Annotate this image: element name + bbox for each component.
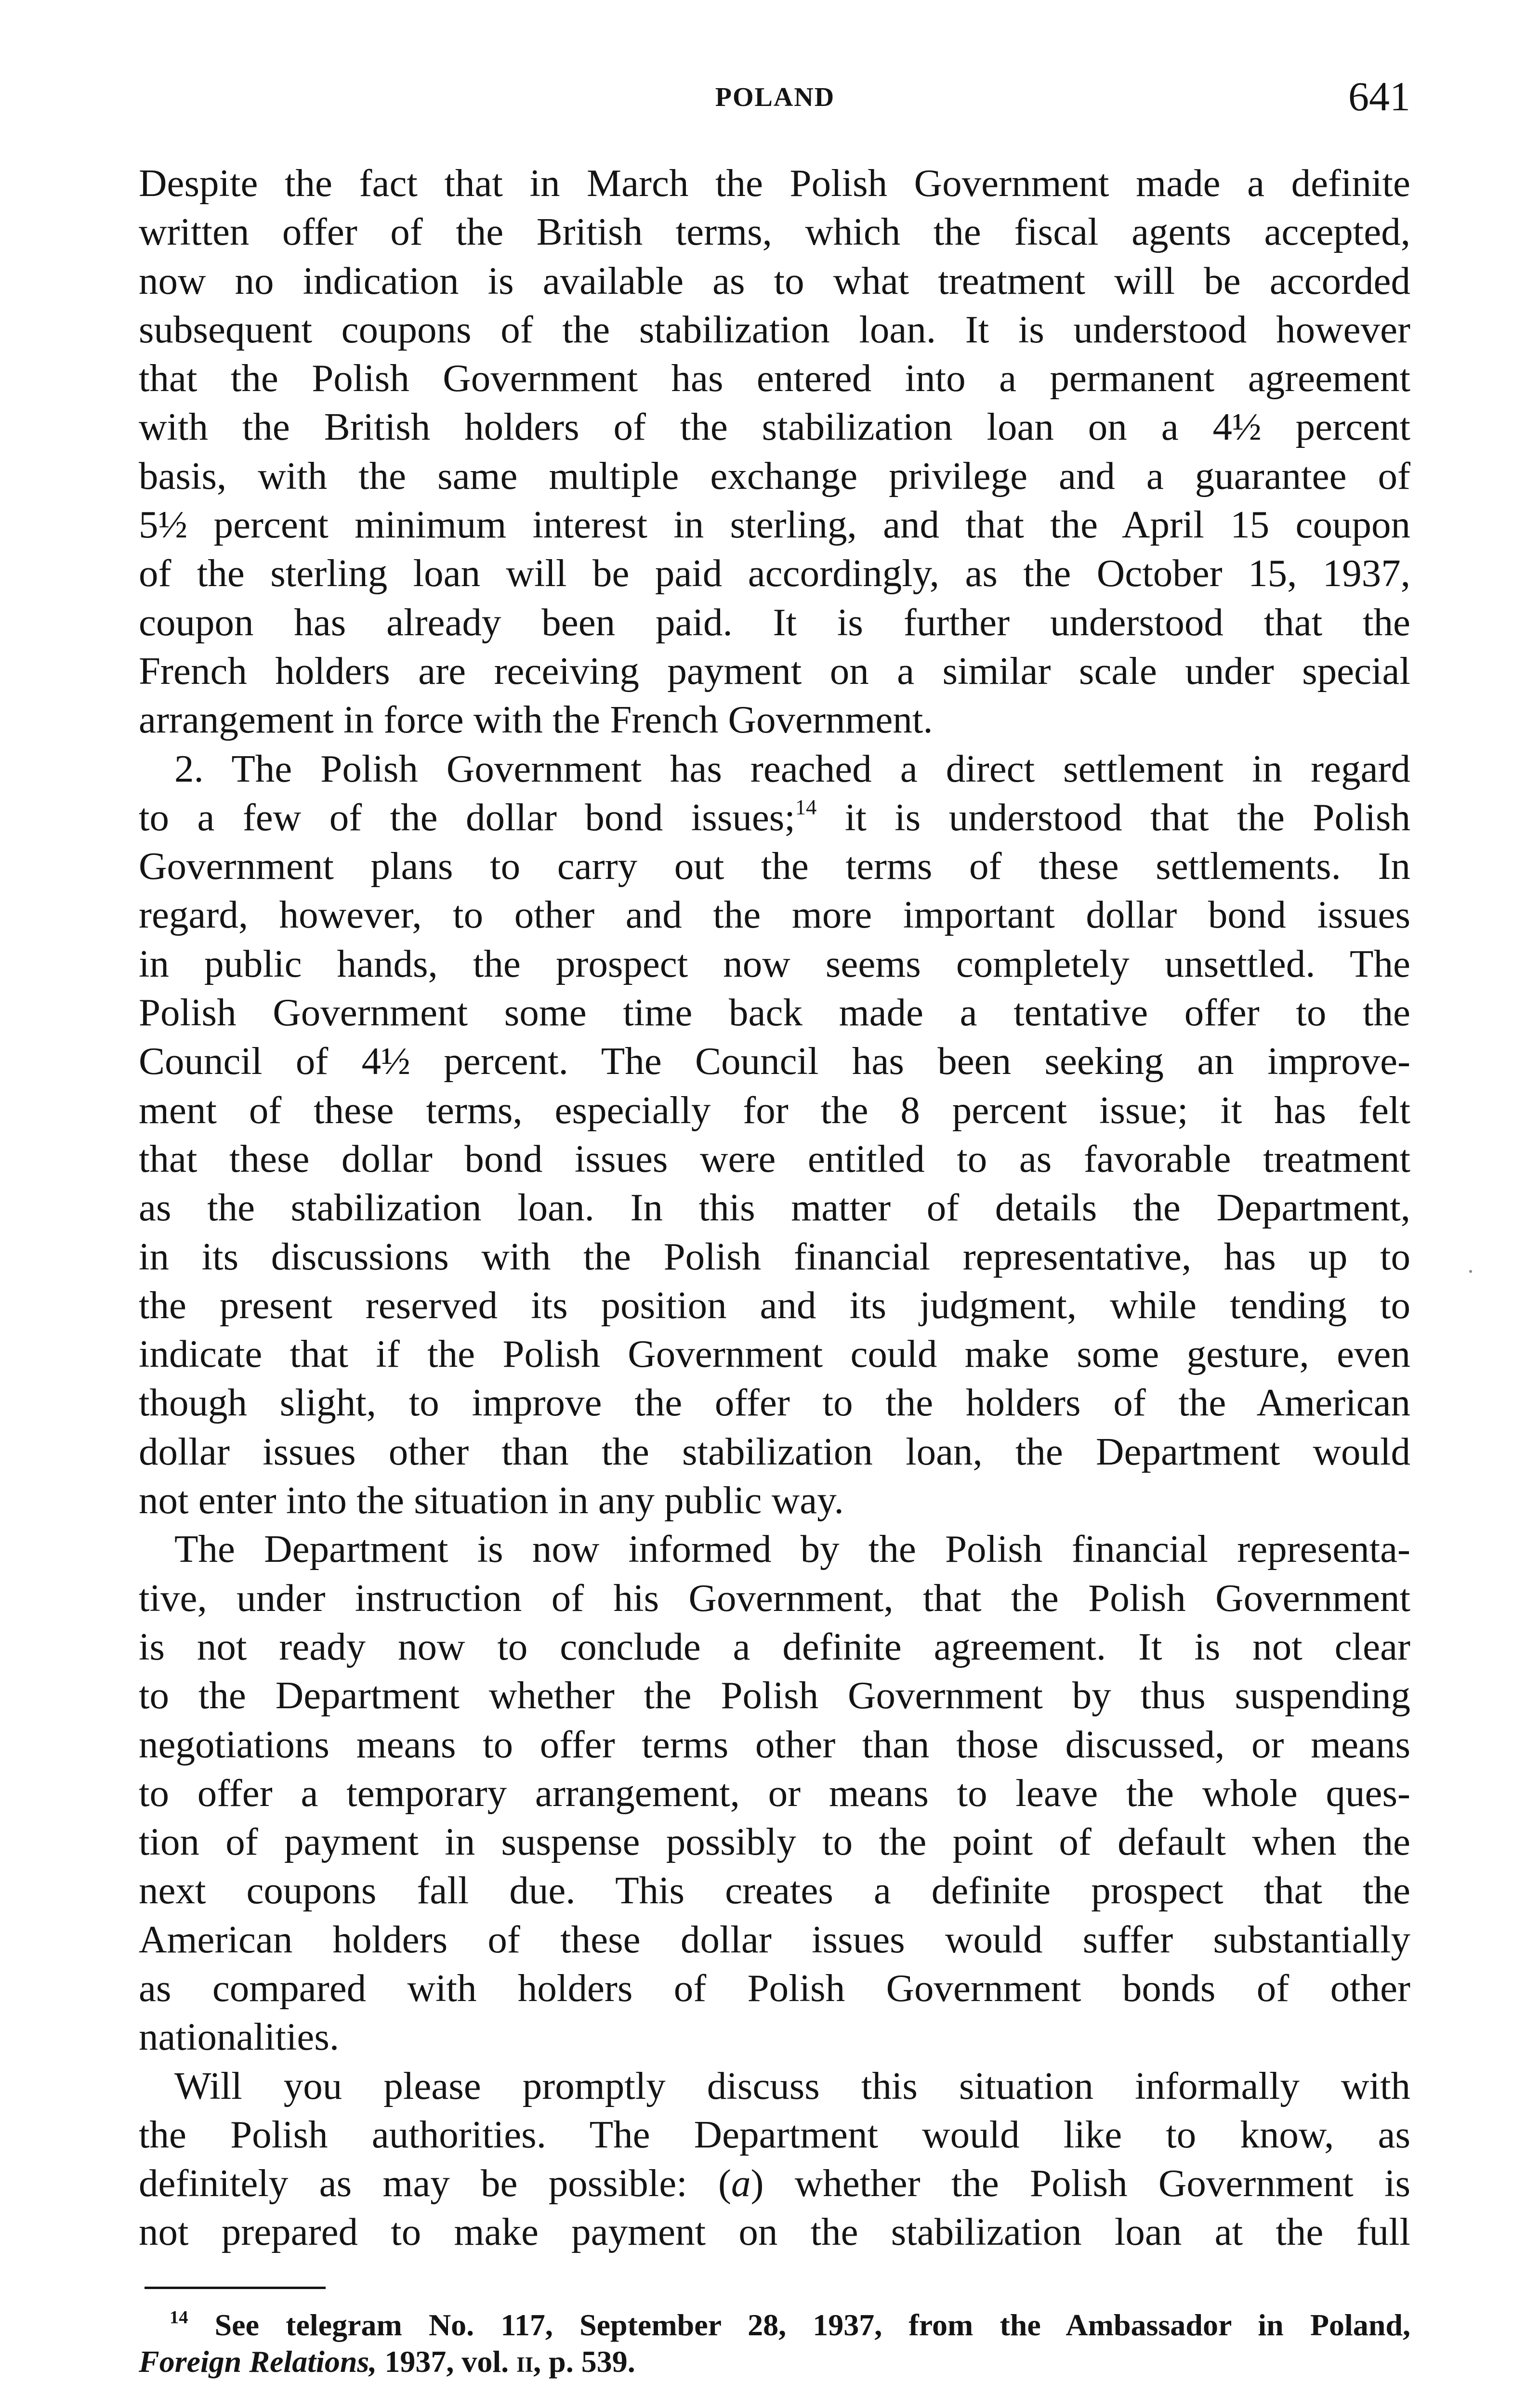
footnote-volume: ii bbox=[516, 2344, 534, 2379]
text-line: the present reserved its position and its judgment, while tending to bbox=[139, 1283, 1410, 1327]
footnote-line bbox=[139, 2343, 1410, 2380]
text-line: nationalities. bbox=[139, 2015, 340, 2059]
page-number: 641 bbox=[1348, 73, 1410, 119]
text-line: The Department is now informed by the Polish financial representa- bbox=[174, 1527, 1410, 1571]
text-line: ment of these terms, especially for the 8 percent issue; it has felt bbox=[139, 1088, 1410, 1132]
text-line: tion of payment in suspense possibly to the point of default when the bbox=[139, 1820, 1410, 1864]
text-line: with the British holders of the stabilization loan on a 4½ percent bbox=[139, 405, 1410, 449]
footnote-rule bbox=[145, 2287, 326, 2289]
text-line: French holders are receiving payment on a similar scale under special bbox=[139, 649, 1410, 693]
text-line: not enter into the situation in any public way. bbox=[139, 1479, 844, 1522]
text-line: coupon has already been paid. It is further understood that the bbox=[139, 600, 1410, 644]
italic-letter: a bbox=[731, 2161, 751, 2205]
footnote-text: See telegram No. 117, September 28, 1937, from the Ambassador in Poland, bbox=[214, 2308, 1411, 2342]
text-line: not prepared to make payment on the stabilization loan at the full bbox=[139, 2210, 1410, 2254]
running-head bbox=[140, 72, 1410, 130]
line-suffix: ) whether the Polish Government is bbox=[750, 2161, 1410, 2205]
text-line: American holders of these dollar issues would suffer substantially bbox=[139, 1917, 1410, 1961]
footnote-text: , p. 539. bbox=[533, 2344, 635, 2379]
text-line: though slight, to improve the offer to the holders of the American bbox=[139, 1381, 1410, 1425]
text-line: to the Department whether the Polish Government by thus suspending bbox=[139, 1674, 1410, 1717]
text-line: Will you please promptly discuss this situation informally with bbox=[174, 2064, 1410, 2107]
text-line: that these dollar bond issues were entitled to as favorable treatment bbox=[139, 1137, 1410, 1180]
text-line: of the sterling loan will be paid accordingly, as the October 15, 1937, bbox=[139, 551, 1410, 595]
paragraph-1 bbox=[139, 159, 1410, 745]
footnote-reference[interactable]: 14 bbox=[795, 795, 817, 819]
text-line: in public hands, the prospect now seems completely unsettled. The bbox=[139, 942, 1410, 985]
text-line: now no indication is available as to what treatment will be accorded bbox=[139, 259, 1410, 302]
footnote-line bbox=[139, 2307, 1410, 2343]
paragraph-3 bbox=[139, 1525, 1410, 2061]
text-line: Polish Government some time back made a tentative offer to the bbox=[139, 991, 1410, 1034]
text-line: arrangement in force with the French Government. bbox=[139, 698, 933, 742]
text-line-with-footnote-ref bbox=[139, 793, 1410, 842]
text-line: the Polish authorities. The Department would like to know, as bbox=[139, 2112, 1410, 2156]
text-line: Government plans to carry out the terms of these settlements. In bbox=[139, 844, 1410, 888]
text-line: 5½ percent minimum interest in sterling, and that the April 15 coupon bbox=[139, 503, 1410, 547]
line-prefix: definitely as may be possible: ( bbox=[139, 2161, 731, 2205]
text-line: to offer a temporary arrangement, or means to leave the whole ques- bbox=[139, 1771, 1410, 1815]
line-suffix: it is understood that the Polish bbox=[844, 795, 1410, 839]
paragraph-4 bbox=[139, 2062, 1410, 2257]
paragraph-2 bbox=[139, 745, 1410, 1525]
text-line: subsequent coupons of the stabilization loan. It is understood however bbox=[139, 307, 1410, 351]
body-text bbox=[139, 159, 1410, 2257]
text-line: next coupons fall due. This creates a definite prospect that the bbox=[139, 1869, 1410, 1912]
text-line: negotiations means to offer terms other than those discussed, or means bbox=[139, 1722, 1410, 1766]
text-line: 2. The Polish Government has reached a direct settlement in regard bbox=[174, 746, 1410, 790]
text-line: regard, however, to other and the more important dollar bond issues bbox=[139, 893, 1410, 937]
text-line: Council of 4½ percent. The Council has been seeking an improve- bbox=[139, 1039, 1410, 1083]
text-line: Despite the fact that in March the Polish Government made a definite bbox=[139, 161, 1410, 205]
line-prefix: to a few of the dollar bond issues; bbox=[139, 795, 795, 839]
text-line: dollar issues other than the stabilization loan, the Department would bbox=[139, 1429, 1410, 1473]
footnote-publication: Foreign Relations, bbox=[139, 2344, 377, 2379]
text-line: is not ready now to conclude a definite agreement. It is not clear bbox=[139, 1624, 1410, 1668]
footnote-number: 14 bbox=[170, 2307, 188, 2328]
footnotes bbox=[139, 2307, 1410, 2380]
scan-speck bbox=[1469, 1270, 1472, 1273]
text-line: tive, under instruction of his Government, that the Polish Government bbox=[139, 1576, 1410, 1620]
footnote-text: 1937, vol. bbox=[377, 2344, 517, 2379]
text-line: in its discussions with the Polish financial representative, has up to bbox=[139, 1234, 1410, 1278]
text-line: as the stabilization loan. In this matter of details the Department, bbox=[139, 1186, 1410, 1230]
text-line: as compared with holders of Polish Government bonds of other bbox=[139, 1966, 1410, 2010]
text-line: that the Polish Government has entered into a permanent agreement bbox=[139, 356, 1410, 400]
text-line: basis, with the same multiple exchange privilege and a guarantee of bbox=[139, 454, 1410, 497]
text-line-with-italic bbox=[139, 2159, 1410, 2208]
text-line: indicate that if the Polish Government could make some gesture, even bbox=[139, 1332, 1410, 1376]
running-title: POLAND bbox=[715, 82, 835, 112]
text-line: written offer of the British terms, which the fiscal agents accepted, bbox=[139, 210, 1410, 254]
